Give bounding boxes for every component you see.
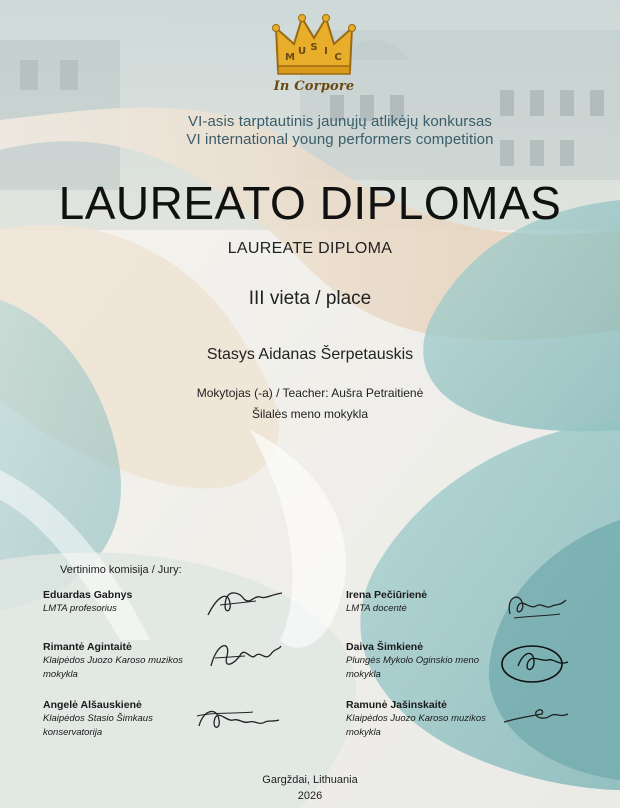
juror-name: Daiva Šimkienė bbox=[346, 641, 424, 653]
crown-logo-icon bbox=[272, 10, 356, 82]
juror-role: Plungės Mykolo Oginskio meno mokykla bbox=[346, 655, 480, 680]
juror-role: LMTA docentė bbox=[346, 603, 407, 614]
school-name: Šilalės meno mokykla bbox=[251, 407, 369, 421]
juror-entry bbox=[43, 588, 193, 616]
logo-wordmark: In Corpore bbox=[273, 79, 355, 94]
juror-name: Angelė Alšauskienė bbox=[43, 699, 142, 711]
signature-icon bbox=[205, 636, 285, 676]
crown-letter: I bbox=[324, 46, 328, 57]
footer bbox=[0, 772, 620, 804]
crown-letter: M bbox=[285, 52, 295, 63]
juror-entry bbox=[346, 640, 496, 682]
crown-letter: C bbox=[334, 52, 342, 63]
juror-role: Klaipėdos Stasio Šimkaus konservatorija bbox=[43, 713, 153, 738]
signature-icon bbox=[500, 702, 572, 730]
signature-icon bbox=[200, 585, 290, 621]
signature-icon bbox=[498, 640, 578, 686]
competition-title-lt: VI-asis tarptautinis jaunųjų atlikėjų konkursas bbox=[187, 113, 493, 130]
juror-entry bbox=[346, 698, 496, 740]
juror-role: LMTA profesorius bbox=[43, 603, 117, 614]
footer-year: 2026 bbox=[297, 790, 323, 802]
juror-role: Klaipėdos Juozo Karoso muzikos mokykla bbox=[43, 655, 183, 680]
signature-icon bbox=[500, 588, 570, 622]
place-award: III vieta / place bbox=[248, 288, 372, 309]
juror-name: Irena Pečiūrienė bbox=[346, 589, 428, 601]
juror-entry bbox=[43, 698, 193, 740]
jury-heading: Vertinimo komisija / Jury: bbox=[60, 564, 182, 576]
juror-role: Klaipėdos Juozo Karoso muzikos mokykla bbox=[346, 713, 486, 738]
competition-title-en: VI international young performers competition bbox=[186, 131, 494, 148]
juror-name: Eduardas Gabnys bbox=[43, 589, 133, 601]
crown-letter: U bbox=[297, 46, 307, 57]
juror-name: Ramunė Jašinskaitė bbox=[346, 699, 447, 711]
crown-letter: S bbox=[310, 42, 318, 53]
teacher-line: Mokytojas (-a) / Teacher: Aušra Petraitienė bbox=[196, 386, 424, 400]
juror-entry bbox=[346, 588, 496, 616]
diploma-title-en: LAUREATE DIPLOMA bbox=[227, 240, 393, 257]
laureate-name: Stasys Aidanas Šerpetauskis bbox=[206, 346, 414, 363]
diploma-title: LAUREATO DIPLOMAS bbox=[58, 177, 562, 229]
juror-entry bbox=[43, 640, 193, 682]
signature-icon bbox=[193, 702, 283, 736]
juror-name: Rimantė Agintaitė bbox=[43, 641, 132, 653]
footer-location: Gargždai, Lithuania bbox=[262, 774, 358, 786]
